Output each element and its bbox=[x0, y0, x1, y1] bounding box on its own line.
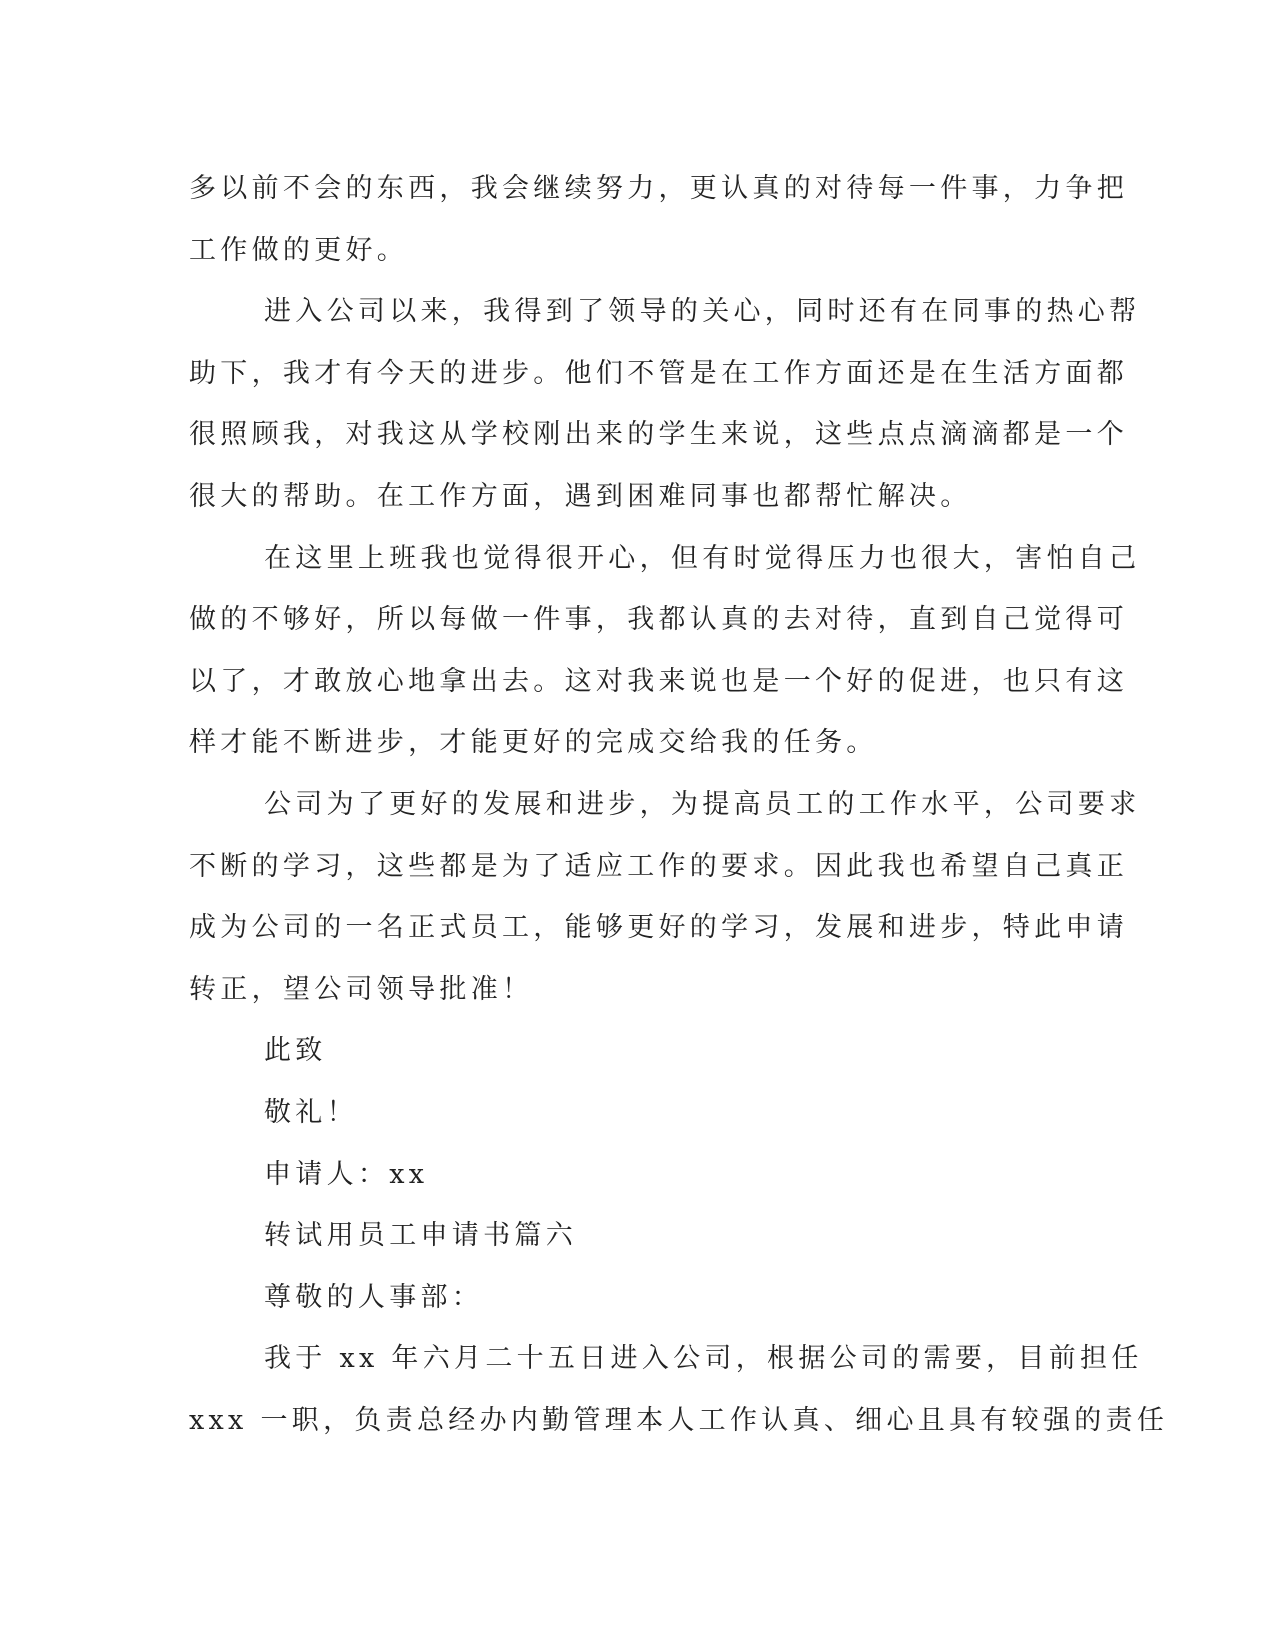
text-line: 很照顾我，对我这从学校刚出来的学生来说，这些点点滴滴都是一个 bbox=[189, 419, 1128, 451]
text-line: 样才能不断进步，才能更好的完成交给我的任务。 bbox=[189, 727, 878, 759]
closing-salutation: 此致 bbox=[264, 1035, 327, 1067]
text-line: 公司为了更好的发展和进步，为提高员工的工作水平，公司要求 bbox=[264, 788, 1141, 820]
text-line: 我于 xx 年六月二十五日进入公司，根据公司的需要，目前担任 bbox=[264, 1343, 1143, 1375]
text-line: 工作做的更好。 bbox=[189, 234, 409, 266]
text-line: 以了，才敢放心地拿出去。这对我来说也是一个好的促进，也只有这 bbox=[189, 665, 1128, 697]
text-line: 进入公司以来，我得到了领导的关心，同时还有在同事的热心帮 bbox=[264, 296, 1141, 328]
text-line: 在这里上班我也觉得很开心，但有时觉得压力也很大，害怕自己 bbox=[264, 542, 1141, 574]
letter-greeting: 尊敬的人事部： bbox=[264, 1281, 484, 1313]
text-line: 转正，望公司领导批准！ bbox=[189, 973, 534, 1005]
section-title: 转试用员工申请书篇六 bbox=[264, 1220, 577, 1252]
text-line: 成为公司的一名正式员工，能够更好的学习，发展和进步，特此申请 bbox=[189, 912, 1128, 944]
body-text bbox=[189, 158, 1169, 1451]
closing-regards: 敬礼！ bbox=[264, 1096, 358, 1128]
text-line: 助下，我才有今天的进步。他们不管是在工作方面还是在生活方面都 bbox=[189, 357, 1128, 389]
text-line: 很大的帮助。在工作方面，遇到困难同事也都帮忙解决。 bbox=[189, 480, 972, 512]
text-line: 做的不够好，所以每做一件事，我都认真的去对待，直到自己觉得可 bbox=[189, 604, 1128, 636]
text-line: 不断的学习，这些都是为了适应工作的要求。因此我也希望自己真正 bbox=[189, 850, 1128, 882]
text-line: 多以前不会的东西，我会继续努力，更认真的对待每一件事，力争把 bbox=[189, 173, 1128, 204]
text-line: xxx 一职，负责总经办内勤管理本人工作认真、细心且具有较强的责任 bbox=[189, 1404, 1169, 1436]
applicant-signature: 申请人：xx bbox=[264, 1158, 429, 1190]
